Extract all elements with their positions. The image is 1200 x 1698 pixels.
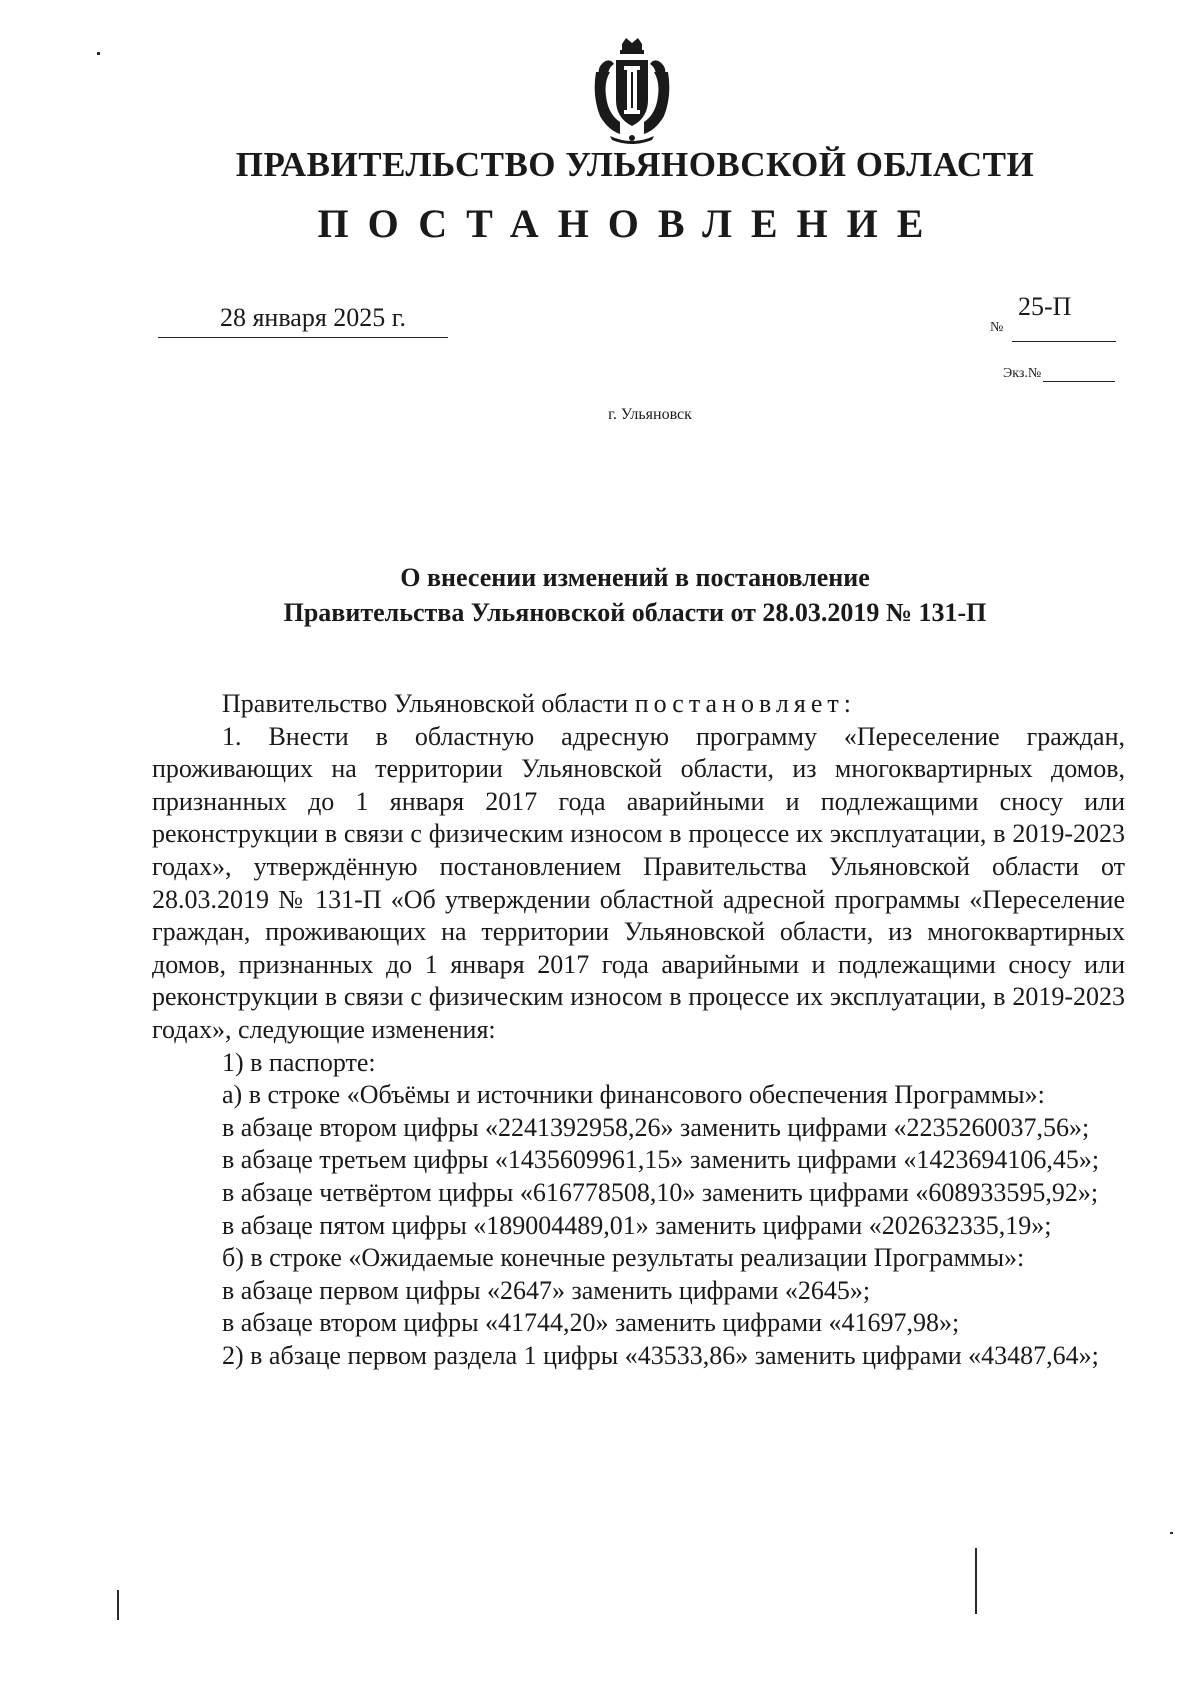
body-paragraph: 1. Внести в областную адресную программу «Переселение граждан, проживающих на территории Ульяновской области, из многоквартирных домов, признанных до 1 января 2017 года аварийными и подлежащими сносу или реконструкции в связи с физическим износом в процессе их эксплуатации, в 2019-2023 годах», утверждённую постановлением Правительства Ульяновской области от 28.03.2019 № 131-П «Об утверждении областной адресной программы «Переселение граждан, проживающих на территории Ульяновской области, из многоквартирных домов, признанных до 1 января 2017 года аварийными и подлежащими сносу или реконструкции в связи с физическим износом в процессе их эксплуатации, в 2019-2023 годах», следующие изменения: [152,721,1125,1044]
copy-number-label: Экз.№ [1003,366,1042,381]
organization-title: ПРАВИТЕЛЬСТВО УЛЬЯНОВСКОЙ ОБЛАСТИ [235,145,1035,184]
resolution-heading [0,560,1200,630]
body-paragraph: в абзаце пятом цифры «189004489,01» заменить цифрами «202632335,19»; [222,1210,1052,1240]
coat-of-arms-emblem [590,38,674,146]
intro-verb: постановляет: [634,689,856,718]
body-paragraph: в абзаце втором цифры «41744,20» заменить цифрами «41697,98»; [222,1308,960,1338]
document-date [158,303,448,338]
scan-artifact-mark [975,1548,977,1614]
intro-prefix: Правительство Ульяновской области [222,689,629,718]
document-number [986,288,1126,348]
body-paragraph: в абзаце втором цифры «2241392958,26» заменить цифрами «2235260037,56»; [222,1112,1090,1142]
scan-artifact-mark [97,52,100,55]
intro-paragraph [152,688,1125,721]
copy-number-underline [1043,381,1115,382]
scan-artifact-mark [117,1590,119,1620]
scan-artifact-mark [1170,1532,1173,1534]
city-name: г. Ульяновск [608,406,692,423]
body-paragraph: в абзаце третьем цифры «1435609961,15» заменить цифрами «1423694106,45»; [222,1145,1100,1175]
document-number-value: 25-П [1018,292,1072,321]
body-paragraph: б) в строке «Ожидаемые конечные результаты реализации Программы»: [222,1243,1025,1273]
heading-line-2: Правительства Ульяновской области от 28.03.2019 № 131-П [283,598,987,627]
body-paragraph: 2) в абзаце первом раздела 1 цифры «43533,86» заменить цифрами «43487,64»; [222,1340,1099,1370]
document-date-text: 28 января 2025 г. [219,303,407,332]
date-underline [158,337,448,338]
body-paragraph: а) в строке «Объёмы и источники финансового обеспечения Программы»: [222,1080,1045,1110]
number-underline [1012,341,1116,342]
body-paragraph: в абзаце четвёртом цифры «616778508,10» заменить цифрами «608933595,92»; [222,1177,1099,1207]
document-type-title: ПОСТАНОВЛЕНИЕ [317,201,943,246]
heading-line-1: О внесении изменений в постановление [400,563,870,592]
document-body [152,688,1125,1372]
number-sign: № [990,320,1004,335]
body-paragraph: в абзаце первом цифры «2647» заменить цифрами «2645»; [222,1275,871,1305]
body-paragraph: 1) в паспорте: [222,1047,376,1077]
copy-number-field [1003,366,1115,382]
